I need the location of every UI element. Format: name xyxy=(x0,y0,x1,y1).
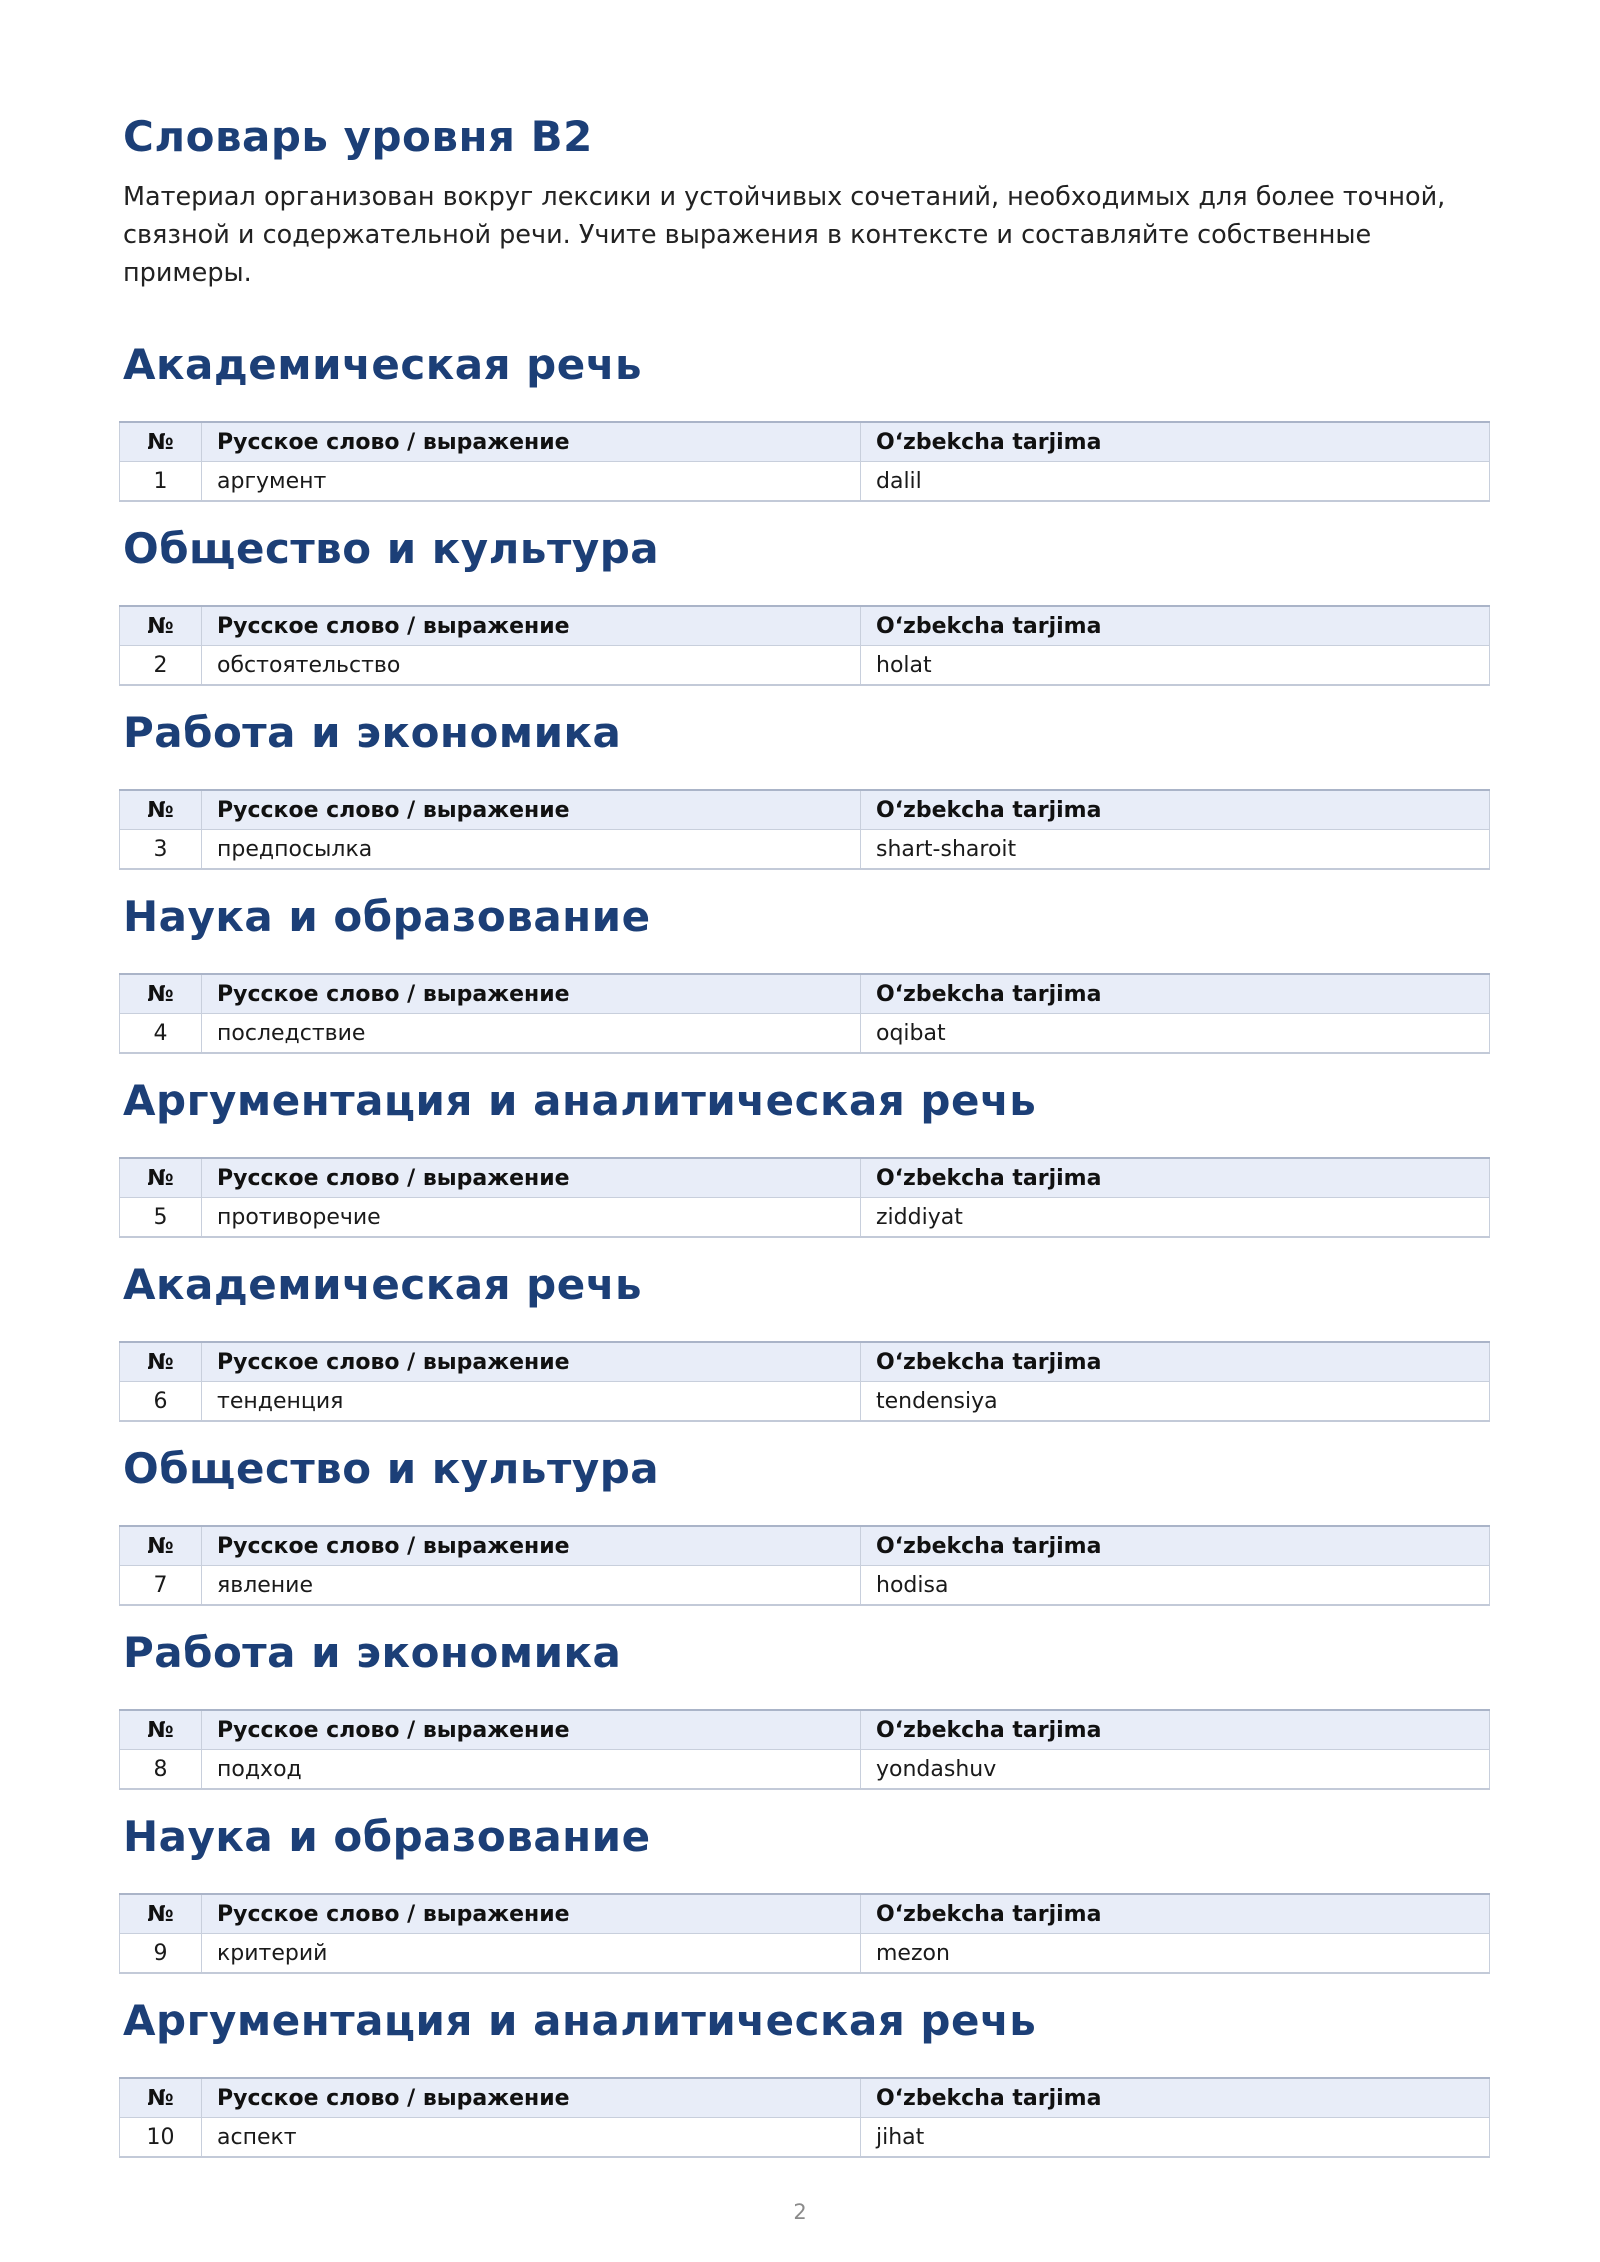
table-row xyxy=(120,1934,1490,1974)
header-russian: Русское слово / выражение xyxy=(202,606,861,646)
table-row xyxy=(120,1014,1490,1054)
header-num: № xyxy=(120,422,202,462)
cell-num: 3 xyxy=(120,830,202,870)
cell-russian: тенденция xyxy=(202,1382,861,1422)
header-num: № xyxy=(120,1710,202,1750)
cell-russian: противоречие xyxy=(202,1198,861,1238)
section-title: Аргументация и аналитическая речь xyxy=(123,1996,1037,2045)
section-title: Работа и экономика xyxy=(123,1628,622,1677)
document-title: Словарь уровня B2 xyxy=(123,112,593,161)
vocab-table xyxy=(119,973,1490,1054)
cell-num: 5 xyxy=(120,1198,202,1238)
cell-uzbek: ziddiyat xyxy=(861,1198,1490,1238)
vocab-table xyxy=(119,1893,1490,1974)
vocab-table xyxy=(119,1709,1490,1790)
header-russian: Русское слово / выражение xyxy=(202,2078,861,2118)
cell-num: 9 xyxy=(120,1934,202,1974)
header-russian: Русское слово / выражение xyxy=(202,1526,861,1566)
header-russian: Русское слово / выражение xyxy=(202,1342,861,1382)
vocab-table xyxy=(119,1525,1490,1606)
vocab-table xyxy=(119,605,1490,686)
header-uzbek: Oʻzbekcha tarjima xyxy=(861,1158,1490,1198)
cell-russian: явление xyxy=(202,1566,861,1606)
header-num: № xyxy=(120,790,202,830)
table-row xyxy=(120,1750,1490,1790)
header-russian: Русское слово / выражение xyxy=(202,1158,861,1198)
header-uzbek: Oʻzbekcha tarjima xyxy=(861,1894,1490,1934)
table-header-row xyxy=(120,790,1490,830)
vocab-section xyxy=(119,1071,1489,1238)
vocab-table xyxy=(119,2077,1490,2158)
table-header-row xyxy=(120,1158,1490,1198)
section-title: Работа и экономика xyxy=(123,708,622,757)
cell-russian: аспект xyxy=(202,2118,861,2158)
header-num: № xyxy=(120,1526,202,1566)
header-num: № xyxy=(120,1342,202,1382)
cell-num: 8 xyxy=(120,1750,202,1790)
section-title: Наука и образование xyxy=(123,1812,651,1861)
header-uzbek: Oʻzbekcha tarjima xyxy=(861,606,1490,646)
cell-num: 10 xyxy=(120,2118,202,2158)
header-num: № xyxy=(120,1894,202,1934)
cell-uzbek: tendensiya xyxy=(861,1382,1490,1422)
table-header-row xyxy=(120,1894,1490,1934)
vocab-section xyxy=(119,1623,1489,1790)
section-title: Академическая речь xyxy=(123,1260,643,1309)
header-num: № xyxy=(120,974,202,1014)
cell-russian: аргумент xyxy=(202,462,861,502)
cell-uzbek: hodisa xyxy=(861,1566,1490,1606)
table-header-row xyxy=(120,422,1490,462)
cell-uzbek: shart-sharoit xyxy=(861,830,1490,870)
table-row xyxy=(120,830,1490,870)
table-row xyxy=(120,1566,1490,1606)
table-row xyxy=(120,1198,1490,1238)
cell-russian: обстоятельство xyxy=(202,646,861,686)
intro-paragraph: Материал организован вокруг лексики и устойчивых сочетаний, необходимых для более точной, связной и содержательной речи. Учите выражения в контексте и составляйте собственные примеры. xyxy=(123,182,1446,288)
section-title: Наука и образование xyxy=(123,892,651,941)
table-header-row xyxy=(120,606,1490,646)
header-russian: Русское слово / выражение xyxy=(202,790,861,830)
table-header-row xyxy=(120,1526,1490,1566)
header-russian: Русское слово / выражение xyxy=(202,1894,861,1934)
vocab-table xyxy=(119,1341,1490,1422)
header-uzbek: Oʻzbekcha tarjima xyxy=(861,1710,1490,1750)
table-row xyxy=(120,1382,1490,1422)
vocab-section xyxy=(119,887,1489,1054)
table-row xyxy=(120,462,1490,502)
vocab-section xyxy=(119,1439,1489,1606)
header-uzbek: Oʻzbekcha tarjima xyxy=(861,1342,1490,1382)
header-uzbek: Oʻzbekcha tarjima xyxy=(861,1526,1490,1566)
header-russian: Русское слово / выражение xyxy=(202,422,861,462)
cell-uzbek: holat xyxy=(861,646,1490,686)
section-title: Академическая речь xyxy=(123,340,643,389)
vocab-table xyxy=(119,421,1490,502)
vocab-section xyxy=(119,1991,1489,2158)
section-title: Общество и культура xyxy=(123,1444,660,1493)
cell-uzbek: mezon xyxy=(861,1934,1490,1974)
cell-num: 1 xyxy=(120,462,202,502)
header-num: № xyxy=(120,2078,202,2118)
cell-uzbek: jihat xyxy=(861,2118,1490,2158)
cell-russian: последствие xyxy=(202,1014,861,1054)
header-num: № xyxy=(120,606,202,646)
cell-uzbek: yondashuv xyxy=(861,1750,1490,1790)
vocab-section xyxy=(119,703,1489,870)
cell-num: 4 xyxy=(120,1014,202,1054)
cell-num: 2 xyxy=(120,646,202,686)
header-uzbek: Oʻzbekcha tarjima xyxy=(861,2078,1490,2118)
vocab-section xyxy=(119,1255,1489,1422)
cell-uzbek: dalil xyxy=(861,462,1490,502)
table-header-row xyxy=(120,2078,1490,2118)
vocab-section xyxy=(119,519,1489,686)
cell-num: 7 xyxy=(120,1566,202,1606)
page-number: 2 xyxy=(793,2200,807,2224)
cell-num: 6 xyxy=(120,1382,202,1422)
cell-russian: подход xyxy=(202,1750,861,1790)
header-russian: Русское слово / выражение xyxy=(202,1710,861,1750)
header-uzbek: Oʻzbekcha tarjima xyxy=(861,974,1490,1014)
header-uzbek: Oʻzbekcha tarjima xyxy=(861,422,1490,462)
table-header-row xyxy=(120,1342,1490,1382)
table-header-row xyxy=(120,1710,1490,1750)
vocab-table xyxy=(119,1157,1490,1238)
header-russian: Русское слово / выражение xyxy=(202,974,861,1014)
cell-russian: критерий xyxy=(202,1934,861,1974)
table-row xyxy=(120,646,1490,686)
section-title: Аргументация и аналитическая речь xyxy=(123,1076,1037,1125)
section-title: Общество и культура xyxy=(123,524,660,573)
header-uzbek: Oʻzbekcha tarjima xyxy=(861,790,1490,830)
header-num: № xyxy=(120,1158,202,1198)
cell-uzbek: oqibat xyxy=(861,1014,1490,1054)
vocab-section xyxy=(119,335,1489,502)
cell-russian: предпосылка xyxy=(202,830,861,870)
vocab-section xyxy=(119,1807,1489,1974)
table-header-row xyxy=(120,974,1490,1014)
vocab-table xyxy=(119,789,1490,870)
table-row xyxy=(120,2118,1490,2158)
